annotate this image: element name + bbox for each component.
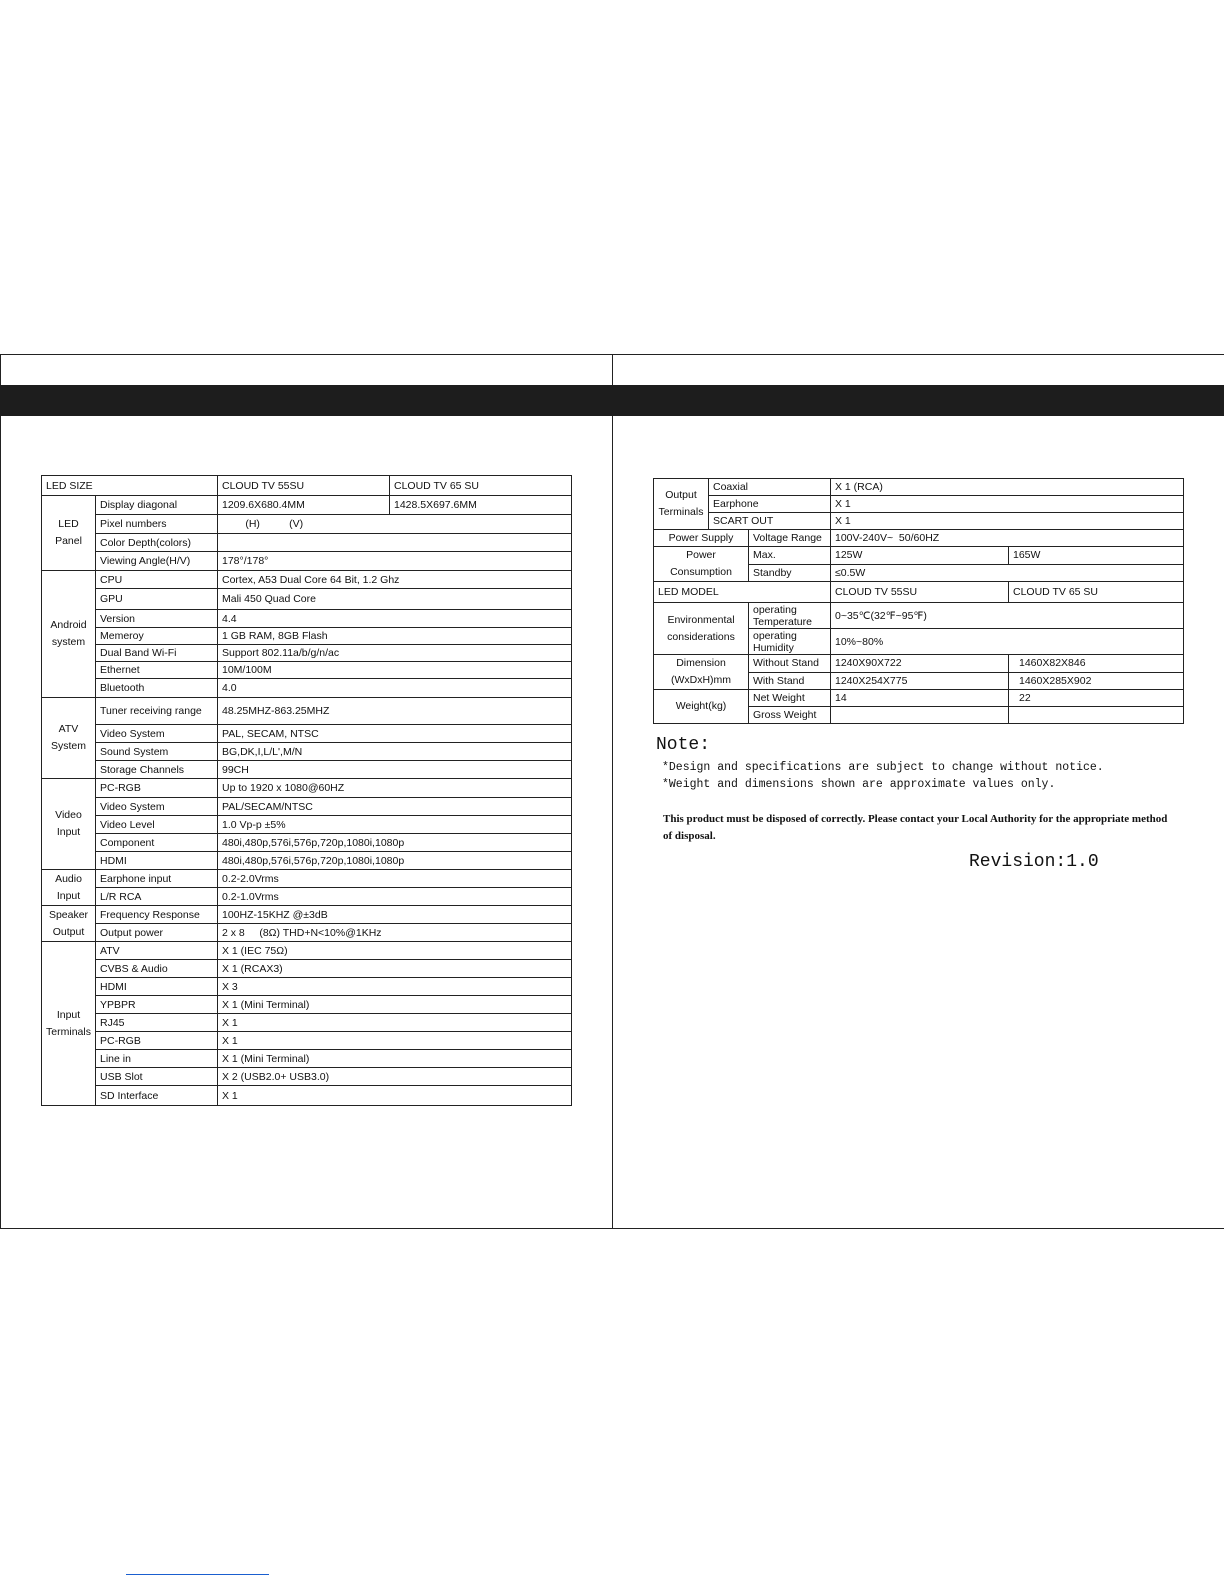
spec-value: X 1 (RCAX3): [218, 960, 572, 978]
table-row: [42, 1032, 572, 1050]
model-65-heading: CLOUD TV 65 SU: [1009, 582, 1184, 603]
spec-label: Color Depth(colors): [96, 534, 218, 552]
spec-label: Voltage Range: [749, 530, 831, 547]
spec-value: Cortex, A53 Dual Core 64 Bit, 1.2 Ghz: [218, 571, 572, 589]
table-row: [42, 496, 572, 515]
group-led-panel: LED Panel: [42, 496, 96, 571]
group-video-input: Video Input: [42, 779, 96, 870]
model-55-heading: CLOUD TV 55SU: [831, 582, 1009, 603]
spec-label: Component: [96, 834, 218, 852]
spec-label: Bluetooth: [96, 679, 218, 698]
note-title: Note:: [656, 735, 711, 755]
spec-label: Without Stand: [749, 655, 831, 673]
spec-label: Frequency Response: [96, 906, 218, 924]
table-row: [42, 476, 572, 496]
spec-value: 480i,480p,576i,576p,720p,1080i,1080p: [218, 834, 572, 852]
spec-label: GPU: [96, 589, 218, 610]
spec-label: Gross Weight: [749, 707, 831, 724]
disposal-notice: This product must be disposed of correctly. Please contact your Local Authority for the appropriate method of disposal.: [663, 813, 1168, 842]
spec-value: 100V-240V~ 50/60HZ: [831, 530, 1184, 547]
spec-label: Storage Channels: [96, 761, 218, 779]
group-android-system: Android system: [42, 571, 96, 698]
spec-value: 0.2-2.0Vrms: [218, 870, 572, 888]
header-band: [0, 385, 1224, 416]
spec-label: Version: [96, 610, 218, 628]
spec-value: X 1 (Mini Terminal): [218, 996, 572, 1014]
spec-label: CPU: [96, 571, 218, 589]
spec-value: 1240X90X722: [831, 655, 1009, 673]
spec-label: Memeroy: [96, 628, 218, 645]
group-dimension: Dimension (WxDxH)mm: [654, 655, 749, 690]
spec-label: Standby: [749, 564, 831, 582]
spec-value: 4.0: [218, 679, 572, 698]
spec-value: (H) (V): [218, 515, 572, 534]
spec-value: 48.25MHZ-863.25MHZ: [218, 698, 572, 725]
spec-value: 0.2-1.0Vrms: [218, 888, 572, 906]
table-row: [42, 725, 572, 743]
model-55-heading: CLOUD TV 55SU: [218, 476, 390, 496]
spec-value: PAL/SECAM/NTSC: [218, 798, 572, 816]
table-row: [42, 779, 572, 798]
group-speaker-output: Speaker Output: [42, 906, 96, 942]
table-row: [654, 479, 1184, 496]
group-atv-system: ATV System: [42, 698, 96, 779]
table-row: [654, 655, 1184, 673]
spec-label: Tuner receiving range: [96, 698, 218, 725]
table-row: [42, 798, 572, 816]
left-spec-table: [41, 475, 572, 1106]
table-row: [42, 662, 572, 679]
spec-value: X 1: [831, 513, 1184, 530]
spec-value: X 1: [218, 1032, 572, 1050]
spec-value: 1460X82X846: [1009, 655, 1184, 673]
spec-value: 14: [831, 690, 1009, 707]
table-row: [42, 743, 572, 761]
group-environmental: Environmental considerations: [654, 603, 749, 655]
table-row: [654, 582, 1184, 603]
spec-value: X 1: [218, 1086, 572, 1106]
spec-label: operating Temperature: [749, 603, 831, 629]
table-row: [42, 628, 572, 645]
group-audio-input: Audio Input: [42, 870, 96, 906]
table-row: [42, 698, 572, 725]
group-weight: Weight(kg): [654, 690, 749, 724]
spec-label: Earphone: [709, 496, 831, 513]
table-row: [42, 906, 572, 924]
spec-label: Dual Band Wi-Fi: [96, 645, 218, 662]
table-row: [42, 816, 572, 834]
table-row: [42, 834, 572, 852]
spec-label: Video System: [96, 798, 218, 816]
revision-label: Revision:1.0: [969, 852, 1099, 872]
spec-label: Coaxial: [709, 479, 831, 496]
spec-value: 22: [1009, 690, 1184, 707]
spec-label: SCART OUT: [709, 513, 831, 530]
spec-value: 125W: [831, 547, 1009, 565]
spec-label: HDMI: [96, 852, 218, 870]
table-row: [42, 1086, 572, 1106]
spec-label: Ethernet: [96, 662, 218, 679]
spec-label: With Stand: [749, 672, 831, 690]
spec-value: X 1: [831, 496, 1184, 513]
spec-value: X 1 (RCA): [831, 479, 1184, 496]
spec-value: BG,DK,I,L/L',M/N: [218, 743, 572, 761]
table-row: [654, 496, 1184, 513]
spec-label: USB Slot: [96, 1068, 218, 1086]
group-input-terminals: Input Terminals: [42, 942, 96, 1106]
spec-value: X 3: [218, 978, 572, 996]
table-row: [42, 1014, 572, 1032]
table-row: [42, 1068, 572, 1086]
spec-value: 480i,480p,576i,576p,720p,1080i,1080p: [218, 852, 572, 870]
spec-label: Sound System: [96, 743, 218, 761]
spec-label: HDMI: [96, 978, 218, 996]
spec-value: 99CH: [218, 761, 572, 779]
spec-label: RJ45: [96, 1014, 218, 1032]
table-row: [42, 996, 572, 1014]
spec-value: X 1: [218, 1014, 572, 1032]
table-row: [654, 513, 1184, 530]
table-row: [654, 530, 1184, 547]
table-row: [42, 679, 572, 698]
spec-value: 4.4: [218, 610, 572, 628]
spec-label: Net Weight: [749, 690, 831, 707]
spec-value: X 1 (IEC 75Ω): [218, 942, 572, 960]
spec-value: [218, 534, 572, 552]
group-output-terminals: Output Terminals: [654, 479, 709, 530]
table-row: [42, 852, 572, 870]
spec-label: PC-RGB: [96, 1032, 218, 1050]
table-row: [654, 547, 1184, 565]
spec-value: 1209.6X680.4MM: [218, 496, 390, 515]
spec-value: 1460X285X902: [1009, 672, 1184, 690]
spec-value: 1240X254X775: [831, 672, 1009, 690]
spec-label: Pixel numbers: [96, 515, 218, 534]
table-row: [654, 690, 1184, 707]
spec-value: 10M/100M: [218, 662, 572, 679]
table-row: [42, 942, 572, 960]
led-model-label: LED MODEL: [654, 582, 831, 603]
spec-value: [1009, 707, 1184, 724]
spec-label: YPBPR: [96, 996, 218, 1014]
led-size-label: LED SIZE: [42, 476, 218, 496]
group-power-supply: Power Supply: [654, 530, 749, 547]
table-row: [654, 603, 1184, 629]
spec-label: Output power: [96, 924, 218, 942]
spec-value: PAL, SECAM, NTSC: [218, 725, 572, 743]
spec-value: ≤0.5W: [831, 564, 1184, 582]
spec-value: X 2 (USB2.0+ USB3.0): [218, 1068, 572, 1086]
spec-label: ATV: [96, 942, 218, 960]
note-line-design: *Design and specifications are subject to change without notice.: [662, 761, 1104, 774]
table-row: [42, 978, 572, 996]
spec-value: Up to 1920 x 1080@60HZ: [218, 779, 572, 798]
center-divider: [612, 355, 613, 1228]
model-65-heading: CLOUD TV 65 SU: [390, 476, 572, 496]
spec-label: L/R RCA: [96, 888, 218, 906]
spec-label: Video Level: [96, 816, 218, 834]
spec-value: [831, 707, 1009, 724]
right-spec-table: [653, 478, 1184, 724]
spec-value: 1.0 Vp-p ±5%: [218, 816, 572, 834]
spec-value: 0~35℃(32℉~95℉): [831, 603, 1184, 629]
table-row: [42, 534, 572, 552]
table-row: [42, 552, 572, 571]
spec-label: operating Humidity: [749, 629, 831, 655]
table-row: [42, 1050, 572, 1068]
spec-label: PC-RGB: [96, 779, 218, 798]
table-row: [42, 960, 572, 978]
spec-label: Video System: [96, 725, 218, 743]
link-underline: [126, 1574, 269, 1575]
spec-value: 1428.5X697.6MM: [390, 496, 572, 515]
spec-label: Line in: [96, 1050, 218, 1068]
spec-value: Support 802.11a/b/g/n/ac: [218, 645, 572, 662]
spec-value: 165W: [1009, 547, 1184, 565]
spec-value: 2 x 8 (8Ω) THD+N<10%@1KHz: [218, 924, 572, 942]
spec-value: X 1 (Mini Terminal): [218, 1050, 572, 1068]
table-row: [42, 571, 572, 589]
group-power-consumption: Power Consumption: [654, 547, 749, 582]
spec-label: SD Interface: [96, 1086, 218, 1106]
table-row: [42, 589, 572, 610]
table-row: [42, 515, 572, 534]
table-row: [42, 610, 572, 628]
spec-value: 178°/178°: [218, 552, 572, 571]
table-row: [42, 761, 572, 779]
spec-value: 1 GB RAM, 8GB Flash: [218, 628, 572, 645]
table-row: [42, 870, 572, 888]
table-row: [42, 645, 572, 662]
spec-label: Display diagonal: [96, 496, 218, 515]
spec-value: Mali 450 Quad Core: [218, 589, 572, 610]
table-row: [42, 888, 572, 906]
spec-value: 100HZ-15KHZ @±3dB: [218, 906, 572, 924]
spec-label: Earphone input: [96, 870, 218, 888]
table-row: [42, 924, 572, 942]
spec-value: 10%~80%: [831, 629, 1184, 655]
left-border: [0, 355, 1, 1228]
spec-label: Viewing Angle(H/V): [96, 552, 218, 571]
note-line-weight: *Weight and dimensions shown are approximate values only.: [662, 778, 1056, 791]
spec-label: CVBS & Audio: [96, 960, 218, 978]
spec-label: Max.: [749, 547, 831, 565]
